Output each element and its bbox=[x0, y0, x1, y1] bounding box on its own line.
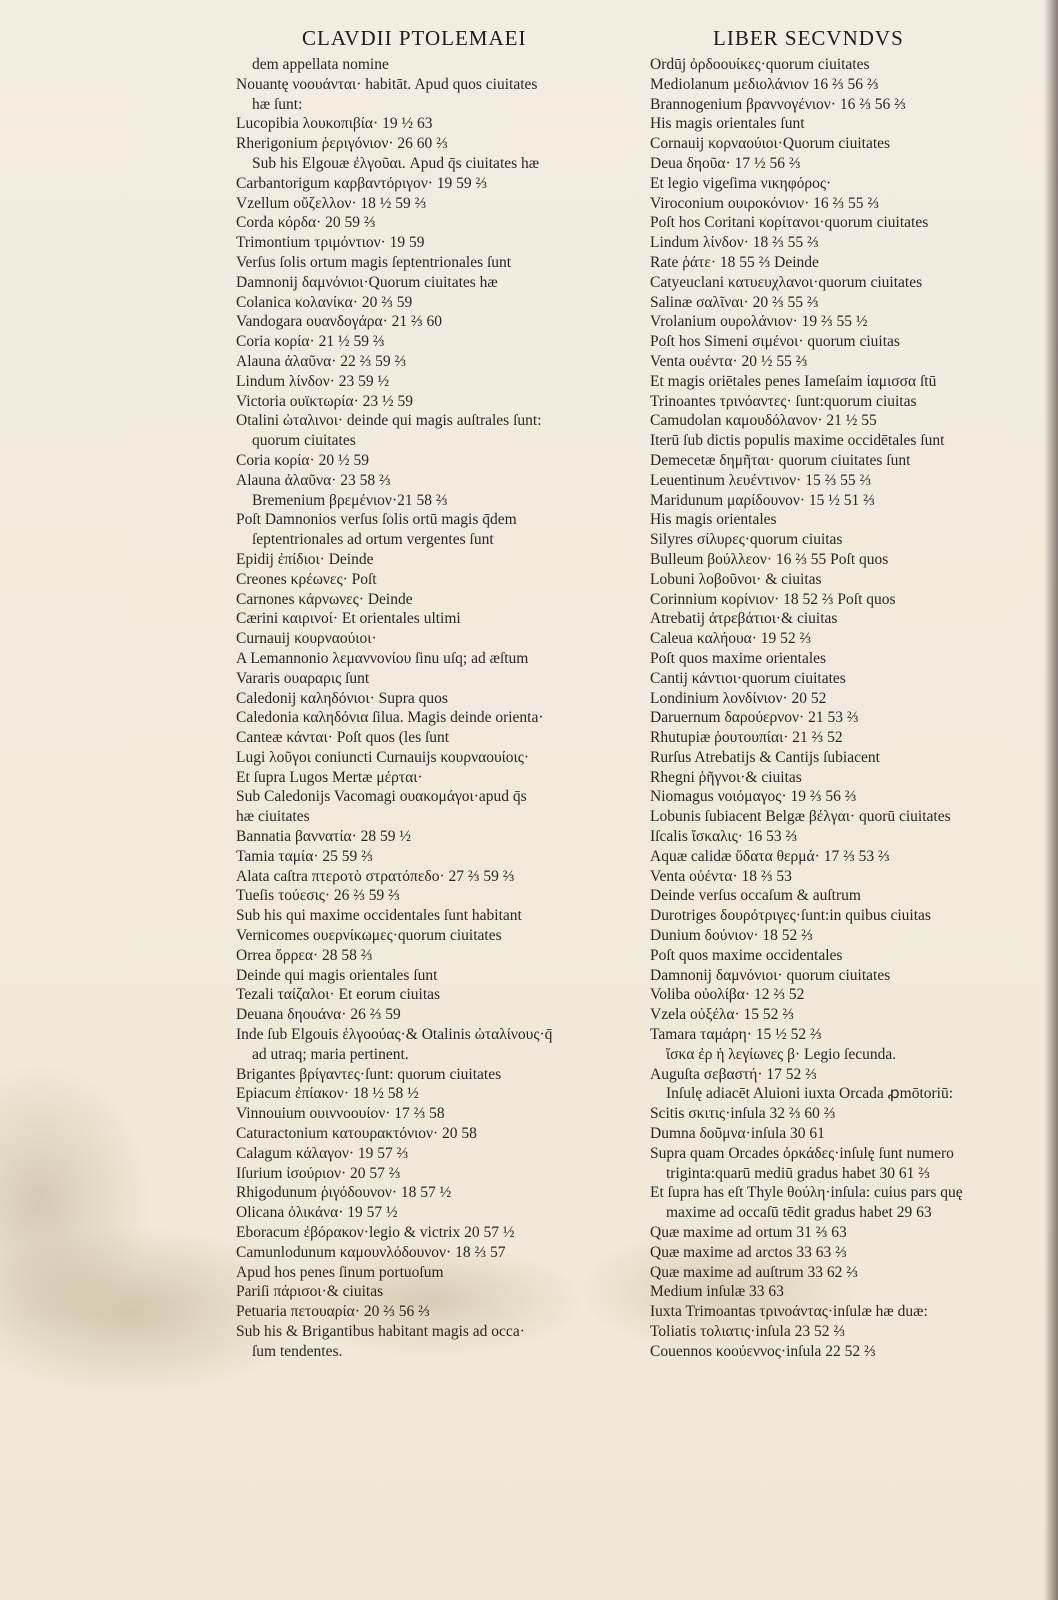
text-column-left bbox=[236, 55, 576, 1362]
text-line: Mediolanum μεδιολάνιον 16 ⅔ 56 ⅔ bbox=[650, 75, 879, 93]
text-line: Daruernum δαρούερνον· 21 53 ⅔ bbox=[650, 709, 859, 727]
text-line: Scitis σκιτις·inſula 32 ⅔ 60 ⅔ bbox=[650, 1105, 836, 1123]
text-line: Deinde qui magis orientales ſunt bbox=[236, 966, 438, 984]
text-line: Coria κορία· 21 ½ 59 ⅔ bbox=[236, 333, 385, 351]
text-line: Londinium λονδίνιον· 20 52 bbox=[650, 689, 827, 707]
text-line: Couennos κοούεννος·inſula 22 52 ⅔ bbox=[650, 1342, 876, 1360]
text-line: Lindum λίνδον· 23 59 ½ bbox=[236, 372, 390, 390]
text-line: Inſulę adiacēt Aluioni iuxta Orcada ꝓmōtoriū: bbox=[666, 1085, 954, 1103]
running-head-right: LIBER SECVNDVS bbox=[713, 26, 904, 50]
text-line: Niomagus νοιόμαγος· 19 ⅔ 56 ⅔ bbox=[650, 788, 857, 806]
text-line: Carbantorigum καρβαντόριγον· 19 59 ⅔ bbox=[236, 174, 488, 192]
text-line: Lobunis ſubiacent Belgæ βέλγαι· quorū ciuitates bbox=[650, 808, 951, 826]
text-line: Olicana ὀλικάνα· 19 57 ½ bbox=[236, 1204, 398, 1222]
text-line: Bremenium βρεμένιον·21 58 ⅔ bbox=[252, 491, 448, 509]
text-line: Tamara ταμάρη· 15 ½ 52 ⅔ bbox=[650, 1026, 822, 1044]
text-line: Poſt quos maxime occidentales bbox=[650, 946, 843, 964]
page-edge-shadow bbox=[1044, 0, 1058, 1600]
text-line: Corda κόρδα· 20 59 ⅔ bbox=[236, 214, 376, 232]
text-line: Poſt hos Simeni σιμένοι· quorum ciuitas bbox=[650, 333, 900, 351]
text-line: Rhutupiæ ῥουτουπίαι· 21 ⅔ 52 bbox=[650, 729, 843, 747]
text-line: Camunlodunum καμουνλόδουνον· 18 ⅔ 57 bbox=[236, 1243, 506, 1261]
text-line: Canteæ κάνται· Poſt quos (les ſunt bbox=[236, 729, 450, 747]
text-line: Camudolan καμουδόλανον· 21 ½ 55 bbox=[650, 412, 877, 430]
text-line: Verſus ſolis ortum magis ſeptentrionales ſunt bbox=[236, 253, 512, 271]
text-line: Curnauij κουρναούιοι· bbox=[236, 630, 377, 648]
text-line: Damnonij δαμνόνιοι·Quorum ciuitates hæ bbox=[236, 273, 498, 291]
text-line: Iſurium ἰσούριον· 20 57 ⅔ bbox=[236, 1164, 401, 1182]
text-line: Auguſta σεβαστή· 17 52 ⅔ bbox=[650, 1065, 817, 1083]
text-line: Brigantes βρίγαντες·ſunt: quorum ciuitates bbox=[236, 1065, 502, 1083]
text-line: Victoria ουϊκτωρία· 23 ½ 59 bbox=[236, 392, 414, 410]
text-line: Iuxta Trimoantas τρινοάντας·inſulæ hæ duæ: bbox=[650, 1303, 928, 1321]
text-line: Otalini ὠταλινοι· deinde qui magis auſtrales ſunt: bbox=[236, 412, 542, 430]
text-line: dem appellata nomine bbox=[252, 56, 389, 73]
text-line: Demecetæ δημῆται· quorum ciuitates ſunt bbox=[650, 451, 911, 469]
text-line: Lugi λοῦγοι coniuncti Curnauijs κουρναουίοις· bbox=[236, 748, 530, 766]
text-line: Caledonia καληδόνια ſilua. Magis deinde orienta· bbox=[236, 709, 544, 727]
text-line: Poſt Damnonios verſus ſolis ortū magis q̄dem bbox=[236, 511, 517, 529]
text-line: Orrea ὄρρεα· 28 58 ⅔ bbox=[236, 946, 373, 964]
text-line: Venta ουέντα· 20 ½ 55 ⅔ bbox=[650, 352, 808, 370]
text-line: Aquæ calidæ ὕδατα θερμά· 17 ⅔ 53 ⅔ bbox=[650, 847, 890, 865]
text-line: ἴσκα ἐρ ἡ λεγίωνες β· Legio ſecunda. bbox=[666, 1045, 897, 1063]
running-head-left: CLAVDII PTOLEMAEI bbox=[302, 26, 527, 50]
text-line: Lindum λίνδον· 18 ⅔ 55 ⅔ bbox=[650, 234, 819, 252]
text-line: Sub his Elgouæ ἐλγοῦαι. Apud q̄s ciuitates hæ bbox=[252, 154, 540, 172]
text-line: Creones κρέωνες· Poſt bbox=[236, 570, 377, 588]
text-line: Quæ maxime ad arctos 33 63 ⅔ bbox=[650, 1243, 847, 1261]
text-line: Corinnium κορίνιον· 18 52 ⅔ Poſt quos bbox=[650, 590, 896, 608]
text-line: Bannatia βαννατία· 28 59 ½ bbox=[236, 828, 412, 846]
text-column-right bbox=[650, 55, 995, 1362]
text-line: Rherigonium ῥεριγόνιον· 26 60 ⅔ bbox=[236, 135, 448, 153]
text-line: Iſcalis ἴσκαλις· 16 53 ⅔ bbox=[650, 828, 798, 846]
text-line: Sub Caledonijs Vacomagi ουακομάγοι·apud q̄s bbox=[236, 788, 527, 806]
text-line: Colanica κολανίκα· 20 ⅔ 59 bbox=[236, 293, 413, 311]
text-line: Cærini καιρινοί· Et orientales ultimi bbox=[236, 610, 461, 628]
text-line: Leuentinum λευέντινον· 15 ⅔ 55 ⅔ bbox=[650, 471, 872, 489]
text-line: Lucopibia λουκοπιβία· 19 ½ 63 bbox=[236, 115, 433, 133]
text-line: Alata caſtra πτεροτὸ στρατόπεδο· 27 ⅔ 59 ⅔ bbox=[236, 867, 515, 885]
text-line: Caledonij καληδόνιοι· Supra quos bbox=[236, 689, 448, 707]
text-line: Pariſi πάρισοι·& ciuitas bbox=[236, 1283, 384, 1301]
text-line: Vandogara ουανδογάρα· 21 ⅔ 60 bbox=[236, 313, 442, 331]
text-line: Vrolanium ουρολάνιον· 19 ⅔ 55 ½ bbox=[650, 313, 868, 331]
text-line: Deinde verſus occaſum & auſtrum bbox=[650, 887, 861, 905]
text-line: Deuana δηουάνα· 26 ⅔ 59 bbox=[236, 1006, 401, 1024]
text-line: Vernicomes ουερνίκωμες·quorum ciuitates bbox=[236, 927, 502, 945]
text-line: Poſt quos maxime orientales bbox=[650, 649, 827, 667]
text-line: Poſt hos Coritani κορίτανοι·quorum ciuitates bbox=[650, 214, 929, 232]
text-line: Epiacum ἐπίακον· 18 ½ 58 ½ bbox=[236, 1085, 419, 1103]
text-line: Apud hos penes ſinum portuoſum bbox=[236, 1263, 444, 1281]
text-line: Voliba οὐολίβα· 12 ⅔ 52 bbox=[650, 986, 805, 1004]
text-line: Brannogenium βραννογένιον· 16 ⅔ 56 ⅔ bbox=[650, 95, 906, 113]
text-line: Inde ſub Elgouis ἐλγοούας·& Otalinis ὠταλίνους·q̄ bbox=[236, 1026, 553, 1044]
text-line: triginta:quarū mediū gradus habet 30 61 ⅔ bbox=[666, 1164, 930, 1182]
text-line: Venta οὐέντα· 18 ⅔ 53 bbox=[650, 867, 792, 885]
text-line: Rhegni ῥῆγνοι·& ciuitas bbox=[650, 768, 802, 786]
text-line: Et magis oriētales penes Iameſaim ἰαμισσα ſtū bbox=[650, 372, 937, 390]
text-line: Catyeuclani κατυευχλανοι·quorum ciuitates bbox=[650, 273, 923, 291]
text-line: ad utraq; maria pertinent. bbox=[252, 1045, 409, 1063]
text-line: Caleua καλήουα· 19 52 ⅔ bbox=[650, 630, 812, 648]
text-line: Tueſis τούεσις· 26 ⅔ 59 ⅔ bbox=[236, 887, 400, 905]
text-line: Cantij κάντιοι·quorum ciuitates bbox=[650, 669, 846, 687]
text-line: Vararis ουαραρις ſunt bbox=[236, 669, 370, 687]
text-line: Rhigodunum ῥιγόδουνον· 18 57 ½ bbox=[236, 1184, 452, 1202]
text-line: Salinæ σαλῖναι· 20 ⅔ 55 ⅔ bbox=[650, 293, 819, 311]
text-line: Durotriges δουρότριγες·ſunt:in quibus ciuitas bbox=[650, 907, 931, 925]
text-line: Alauna ἀλαῦνα· 22 ⅔ 59 ⅔ bbox=[236, 352, 407, 370]
text-line: ſum tendentes. bbox=[252, 1342, 343, 1360]
text-line: Et legio vigeſima νικηφόρος· bbox=[650, 174, 832, 192]
text-line: Trinoantes τρινόαντες· ſunt:quorum ciuitas bbox=[650, 392, 917, 410]
text-line: Viroconium ουιροκόνιον· 16 ⅔ 55 ⅔ bbox=[650, 194, 879, 212]
text-line: Vinnouium ουιννοουίον· 17 ⅔ 58 bbox=[236, 1105, 445, 1123]
text-line: Sub his & Brigantibus habitant magis ad occa· bbox=[236, 1323, 525, 1340]
text-line: Eboracum ἐβόρακον·legio & victrix 20 57 ½ bbox=[236, 1224, 515, 1242]
text-line: Damnonij δαμνόνιοι· quorum ciuitates bbox=[650, 966, 891, 984]
text-line: Dumna δοῦμνα·inſula 30 61 bbox=[650, 1125, 825, 1143]
text-line: maxime ad occaſū tēdit gradus habet 29 63 bbox=[666, 1204, 932, 1222]
text-line: Trimontium τριμόντιον· 19 59 bbox=[236, 234, 425, 252]
text-line: Cornauij κορναούιοι·Quorum ciuitates bbox=[650, 135, 891, 153]
text-line: Petuaria πετουαρία· 20 ⅔ 56 ⅔ bbox=[236, 1303, 430, 1321]
text-line: Ordūj ὀρδοουίκες·quorum ciuitates bbox=[650, 56, 870, 73]
text-line: Calagum κάλαγον· 19 57 ⅔ bbox=[236, 1144, 409, 1162]
text-line: Caturactonium κατουρακτόνιον· 20 58 bbox=[236, 1125, 477, 1143]
text-line: Iterū ſub dictis populis maxime occidētales ſunt bbox=[650, 432, 945, 450]
text-line: Lobuni λοβοῦνοι· & ciuitas bbox=[650, 570, 822, 588]
text-line: quorum ciuitates bbox=[252, 432, 356, 450]
text-line: Tamia ταμία· 25 59 ⅔ bbox=[236, 847, 373, 865]
text-line: Coria κορία· 20 ½ 59 bbox=[236, 451, 369, 469]
text-line: hæ ciuitates bbox=[236, 808, 310, 826]
text-line: Supra quam Orcades ὀρκάδες·inſulę ſunt numero bbox=[650, 1144, 954, 1162]
text-line: Epidij ἐπίδιοι· Deinde bbox=[236, 550, 374, 568]
text-line: Deua δηοῦα· 17 ½ 56 ⅔ bbox=[650, 154, 801, 172]
text-line: Bulleum βούλλεον· 16 ⅔ 55 Poſt quos bbox=[650, 550, 889, 568]
text-line: Carnones κάρνωνες· Deinde bbox=[236, 590, 413, 608]
text-line: Tezali ταίζαλοι· Et eorum ciuitas bbox=[236, 986, 441, 1004]
text-line: Toliatis τολιατις·inſula 23 52 ⅔ bbox=[650, 1323, 845, 1340]
text-line: hæ ſunt: bbox=[252, 95, 303, 113]
text-line: His magis orientales bbox=[650, 511, 777, 529]
text-line: Medium inſulæ 33 63 bbox=[650, 1283, 784, 1301]
text-line: Rurſus Atrebatijs & Cantijs ſubiacent bbox=[650, 748, 880, 766]
text-line: ſeptentrionales ad ortum vergentes ſunt bbox=[252, 531, 494, 549]
text-line: Sub his qui maxime occidentales ſunt habitant bbox=[236, 907, 522, 925]
text-line: Vzellum οὔζελλον· 18 ½ 59 ⅔ bbox=[236, 194, 427, 212]
text-line: Silyres σίλυρες·quorum ciuitas bbox=[650, 531, 843, 549]
text-line: A Lemannonio λεμαννονίου ſinu uſq; ad æſtum bbox=[236, 649, 529, 667]
text-line: Et ſupra has eſt Thyle θούλη·inſula: cuius pars quę bbox=[650, 1184, 963, 1202]
text-line: His magis orientales ſunt bbox=[650, 115, 805, 133]
text-line: Vzela οὐξέλα· 15 52 ⅔ bbox=[650, 1006, 794, 1024]
text-line: Atrebatij ἀτρεβάτιοι·& ciuitas bbox=[650, 610, 838, 628]
text-line: Quæ maxime ad ortum 31 ⅔ 63 bbox=[650, 1224, 847, 1242]
text-line: Alauna ἀλαῦνα· 23 58 ⅔ bbox=[236, 471, 391, 489]
text-line: Rate ῥάτε· 18 55 ⅔ Deinde bbox=[650, 253, 819, 271]
text-line: Et ſupra Lugos Mertæ μέρται· bbox=[236, 768, 423, 786]
text-line: Dunium δούνιον· 18 52 ⅔ bbox=[650, 927, 813, 945]
text-line: Quæ maxime ad auſtrum 33 62 ⅔ bbox=[650, 1263, 858, 1281]
text-line: Maridunum μαρίδουνον· 15 ½ 51 ⅔ bbox=[650, 491, 875, 509]
text-line: Nouantę νοουάνται· habitāt. Apud quos ciuitates bbox=[236, 75, 538, 93]
